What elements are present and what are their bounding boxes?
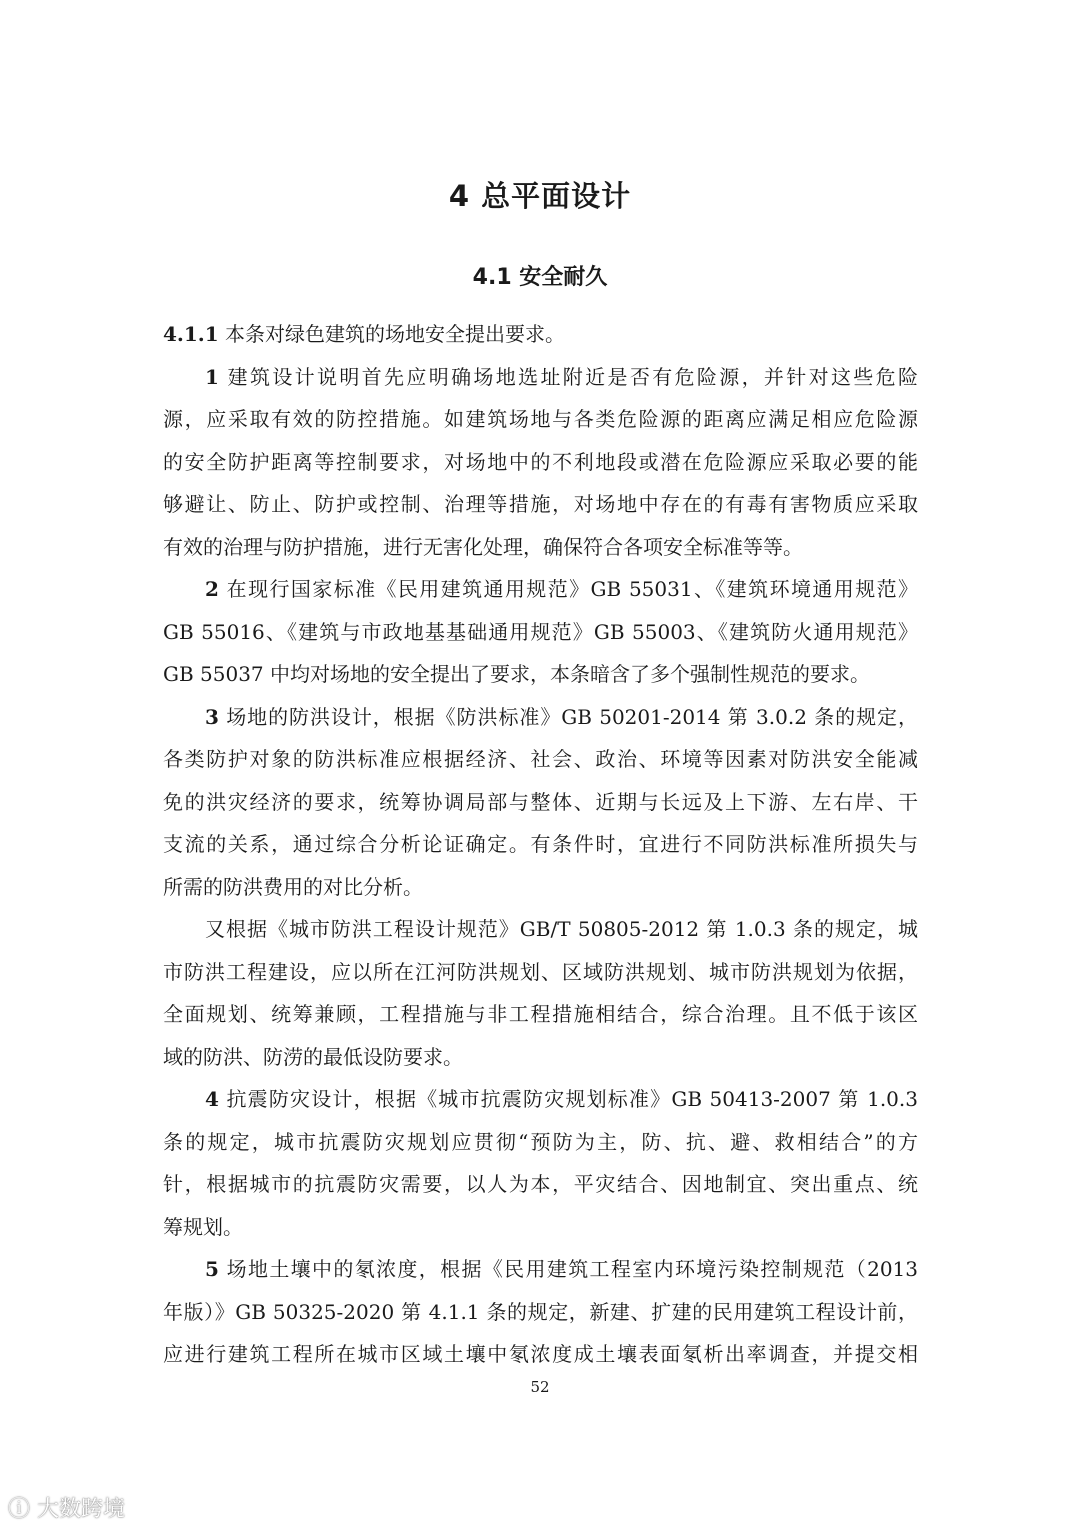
line-text: GB 55016、《建筑与市政地基基础通用规范》GB 55003、《建筑防火通用规范》: [163, 619, 918, 644]
text-line: [163, 1121, 918, 1164]
paragraph: [163, 908, 918, 1078]
text-line: [163, 993, 918, 1036]
text-line: [163, 1248, 918, 1291]
line-text: 抗震防灾设计，根据《城市抗震防灾规划标准》GB 50413-2007 第 1.0.3: [218, 1087, 918, 1111]
line-text: 应进行建筑工程所在城市区域土壤中氡浓度成土壤表面氡析出率调查，并提交相: [163, 1342, 918, 1366]
paragraph: [163, 568, 918, 696]
text-line: [163, 441, 918, 484]
section-title: 4.1 安全耐久: [472, 265, 608, 290]
line-text: 在现行国家标准《民用建筑通用规范》GB 55031、《建筑环境通用规范》: [218, 577, 918, 601]
paragraph: [163, 1078, 918, 1248]
page-number: 52: [530, 1378, 550, 1396]
text-line: [163, 1036, 918, 1079]
line-text: 又根据《城市防洪工程设计规范》GB/T 50805-2012 第 1.0.3 条的规定，城: [205, 917, 918, 941]
text-line: [163, 781, 918, 824]
text-line: [163, 1078, 918, 1121]
text-line: [163, 483, 918, 526]
chapter-title: 4 总平面设计: [448, 179, 632, 213]
line-text: 的安全防护距离等控制要求，对场地中的不利地段或潜在危险源应采取必要的能: [163, 449, 918, 474]
text-line: [163, 1291, 918, 1334]
clause-number: 4: [205, 1087, 219, 1111]
paragraph: [163, 1248, 918, 1376]
line-text: 免的洪灾经济的要求，统筹协调局部与整体、近期与长远及上下游、左右岸、干: [163, 789, 918, 814]
line-text: 有效的治理与防护措施，进行无害化处理，确保符合各项安全标准等等。: [163, 534, 803, 559]
line-text: GB 55037 中均对场地的安全提出了要求，本条暗含了多个强制性规范的要求。: [163, 662, 871, 686]
watermark-text: 大数跨境: [37, 1497, 126, 1522]
text-line: [163, 568, 918, 611]
line-text: 场地土壤中的氡浓度，根据《民用建筑工程室内环境污染控制规范（2013: [218, 1257, 918, 1281]
text-line: [163, 1333, 918, 1376]
text-line: [163, 866, 918, 909]
text-line: [163, 738, 918, 781]
line-text: 所需的防洪费用的对比分析。: [163, 874, 423, 899]
text-line: [163, 1163, 918, 1206]
line-text: 市防洪工程建设，应以所在江河防洪规划、区域防洪规划、城市防洪规划为依据，: [163, 959, 918, 984]
watermark-icon: ⓘ: [8, 1497, 31, 1522]
watermark-logo: [8, 1492, 125, 1523]
line-text: 本条对绿色建筑的场地安全提出要求。: [218, 322, 566, 346]
line-text: 够避让、防止、防护或控制、治理等措施，对场地中存在的有毒有害物质应采取: [163, 492, 918, 516]
paragraph: [163, 313, 918, 356]
text-line: [163, 313, 918, 356]
clause-number: 1: [205, 364, 219, 389]
clause-number: 5: [205, 1257, 219, 1281]
clause-number: 4.1.1: [163, 322, 219, 346]
clause-number: 2: [205, 577, 219, 601]
line-text: 全面规划、统筹兼顾，工程措施与非工程措施相结合，综合治理。且不低于该区: [163, 1002, 918, 1026]
text-line: [163, 526, 918, 569]
line-text: 域的防洪、防涝的最低设防要求。: [163, 1044, 463, 1069]
text-line: [163, 611, 918, 654]
text-line: [163, 356, 918, 399]
line-text: 支流的关系，通过综合分析论证确定。有条件时，宜进行不同防洪标准所损失与: [163, 832, 918, 856]
line-text: 针，根据城市的抗震防灾需要，以人为本，平灾结合、因地制宜、突出重点、统: [163, 1172, 918, 1196]
text-line: [163, 823, 918, 866]
text-line: [163, 653, 918, 696]
paragraph: [163, 696, 918, 909]
line-text: 各类防护对象的防洪标准应根据经济、社会、政治、环境等因素对防洪安全能减: [163, 747, 918, 771]
text-line: [163, 696, 918, 739]
text-line: [163, 1206, 918, 1249]
line-text: 建筑设计说明首先应明确场地选址附近是否有危险源，并针对这些危险: [218, 364, 918, 389]
line-text: 筹规划。: [163, 1214, 243, 1239]
text-line: [163, 398, 918, 441]
text-line: [163, 951, 918, 994]
text-line: [163, 908, 918, 951]
clause-number: 3: [205, 704, 219, 729]
document-body: [163, 313, 918, 1376]
line-text: 源，应采取有效的防控措施。如建筑场地与各类危险源的距离应满足相应危险源: [163, 407, 918, 431]
line-text: 条的规定，城市抗震防灾规划应贯彻“预防为主，防、抗、避、救相结合”的方: [163, 1129, 918, 1154]
line-text: 年版）》GB 50325-2020 第 4.1.1 条的规定，新建、扩建的民用建筑工程设计前，: [163, 1299, 918, 1324]
paragraph: [163, 356, 918, 569]
line-text: 场地的防洪设计，根据《防洪标准》GB 50201-2014 第 3.0.2 条的规定，: [218, 704, 918, 729]
